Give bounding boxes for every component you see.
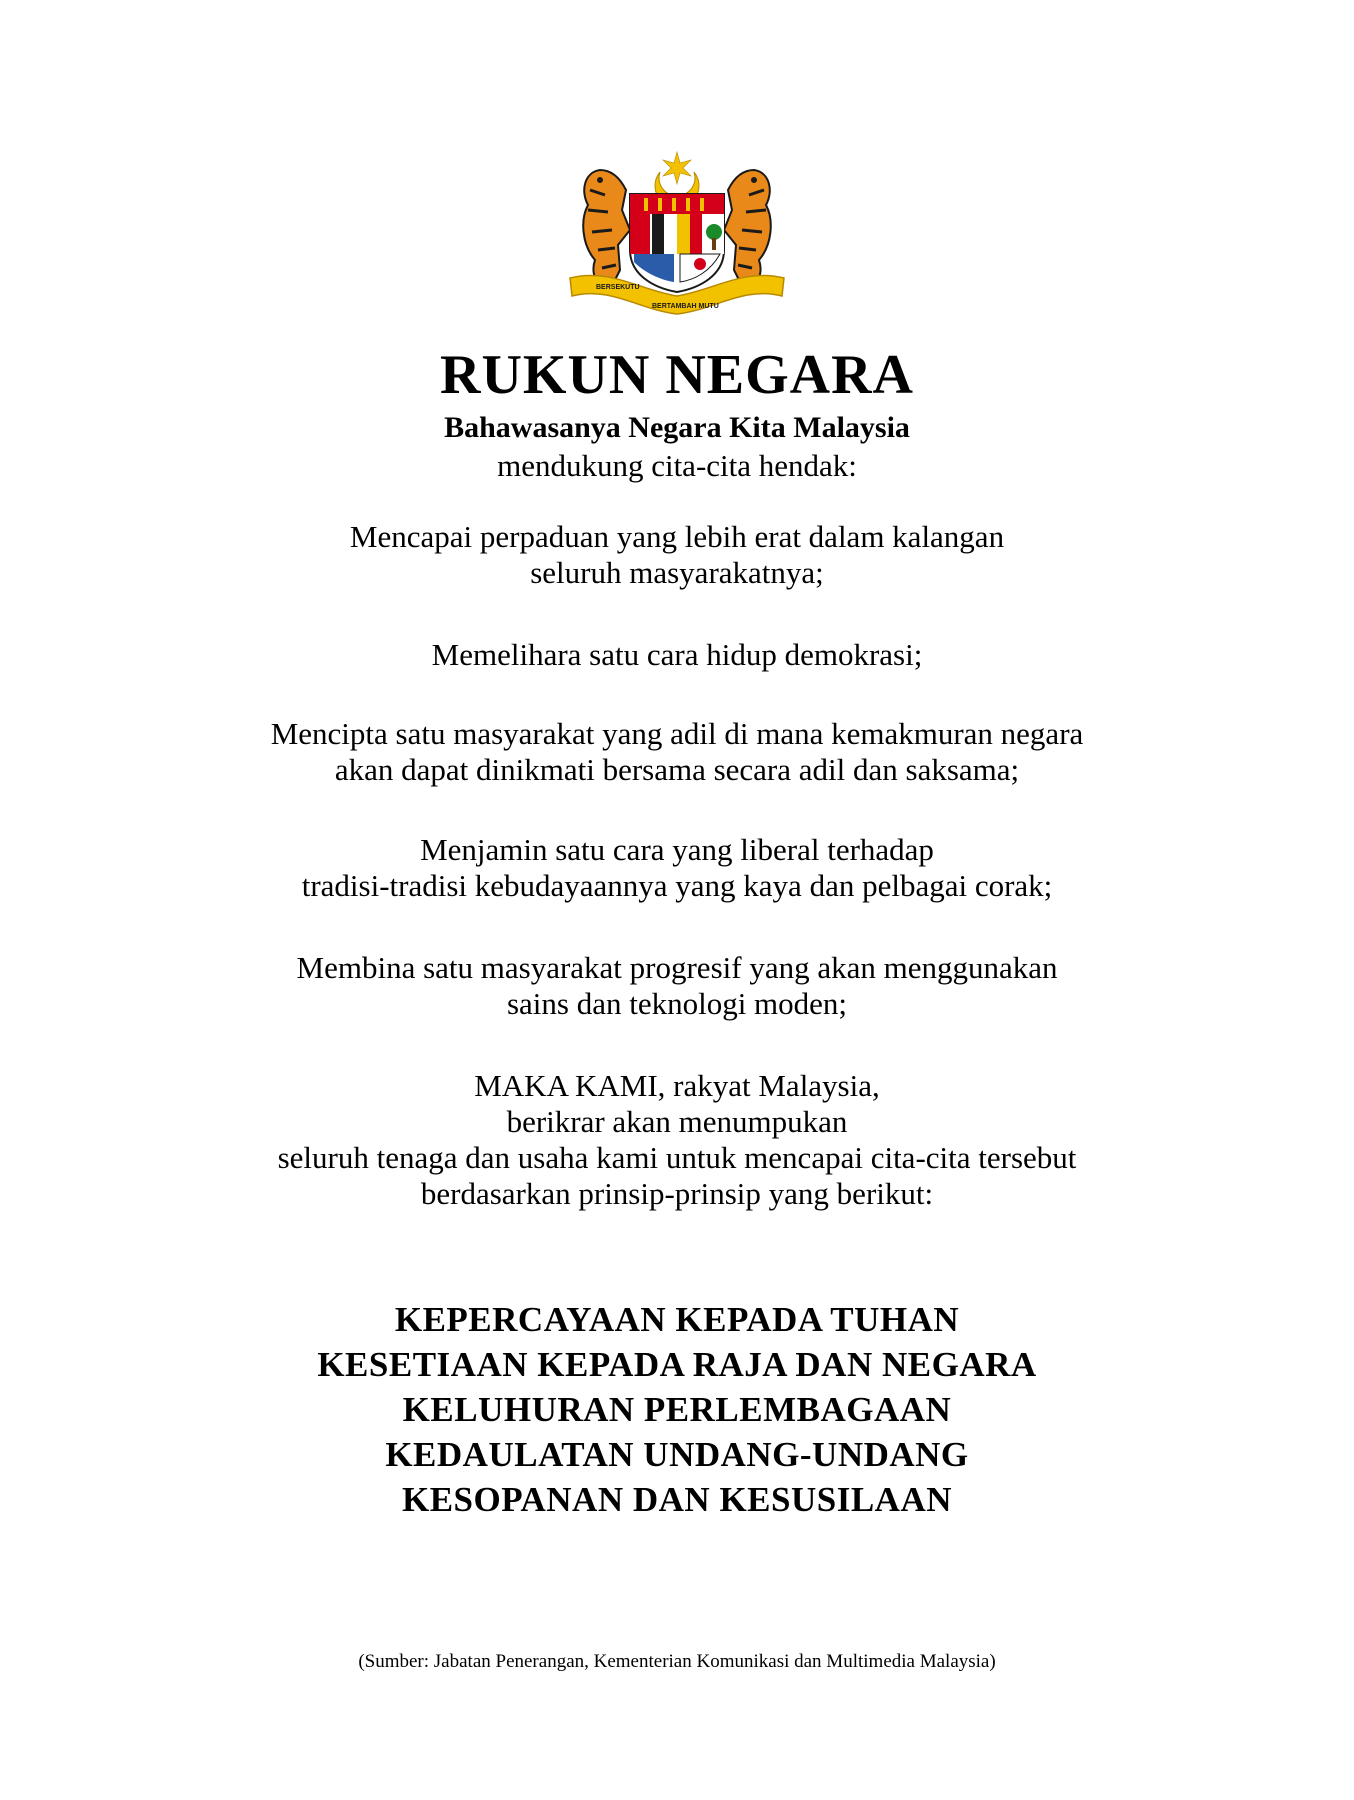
pledge-line: seluruh tenaga dan usaha kami untuk mencapai cita-cita tersebut	[277, 1140, 1077, 1175]
aspiration-line: tradisi-tradisi kebudayaannya yang kaya dan pelbagai corak;	[301, 868, 1053, 903]
aspiration-line: Mencipta satu masyarakat yang adil di mana kemakmuran negara	[270, 716, 1084, 751]
principle-item: KESETIAAN KEPADA RAJA DAN NEGARA	[317, 1345, 1037, 1384]
motto-bottom-text: BERTAMBAH MUTU	[652, 303, 719, 310]
aspiration-line: Membina satu masyarakat progresif yang akan menggunakan	[296, 950, 1058, 985]
aspiration-line: Memelihara satu cara hidup demokrasi;	[431, 637, 923, 672]
tiger-left-icon	[583, 170, 630, 290]
subtitle: Bahawasanya Negara Kita Malaysia	[444, 411, 910, 444]
motto-left-text: BERSEKUTU	[596, 284, 640, 291]
principle-item: KEDAULATAN UNDANG-UNDANG	[385, 1435, 969, 1474]
pledge-line: MAKA KAMI, rakyat Malaysia,	[474, 1068, 880, 1103]
page-title: RUKUN NEGARA	[440, 344, 914, 406]
source-note: (Sumber: Jabatan Penerangan, Kementerian Komunikasi dan Multimedia Malaysia)	[358, 1651, 996, 1672]
principle-item: KESOPANAN DAN KESUSILAAN	[401, 1480, 953, 1519]
principle-item: KELUHURAN PERLEMBAGAAN	[402, 1390, 952, 1429]
coat-of-arms-logo	[560, 150, 794, 322]
pledge-line: berdasarkan prinsip-prinsip yang berikut:	[420, 1176, 934, 1211]
principle-item: KEPERCAYAAN KEPADA TUHAN	[394, 1300, 960, 1339]
aspiration-line: seluruh masyarakatnya;	[530, 555, 824, 590]
aspiration-line: akan dapat dinikmati bersama secara adil dan saksama;	[334, 752, 1020, 787]
tiger-right-icon	[724, 170, 771, 290]
aspiration-line: sains dan teknologi moden;	[506, 986, 848, 1021]
intro-line: mendukung cita-cita hendak:	[497, 448, 857, 483]
aspiration-line: Menjamin satu cara yang liberal terhadap	[420, 832, 934, 867]
aspiration-line: Mencapai perpaduan yang lebih erat dalam kalangan	[349, 519, 1005, 554]
pledge-line: berikrar akan menumpukan	[506, 1104, 848, 1139]
shield-icon	[630, 194, 724, 292]
